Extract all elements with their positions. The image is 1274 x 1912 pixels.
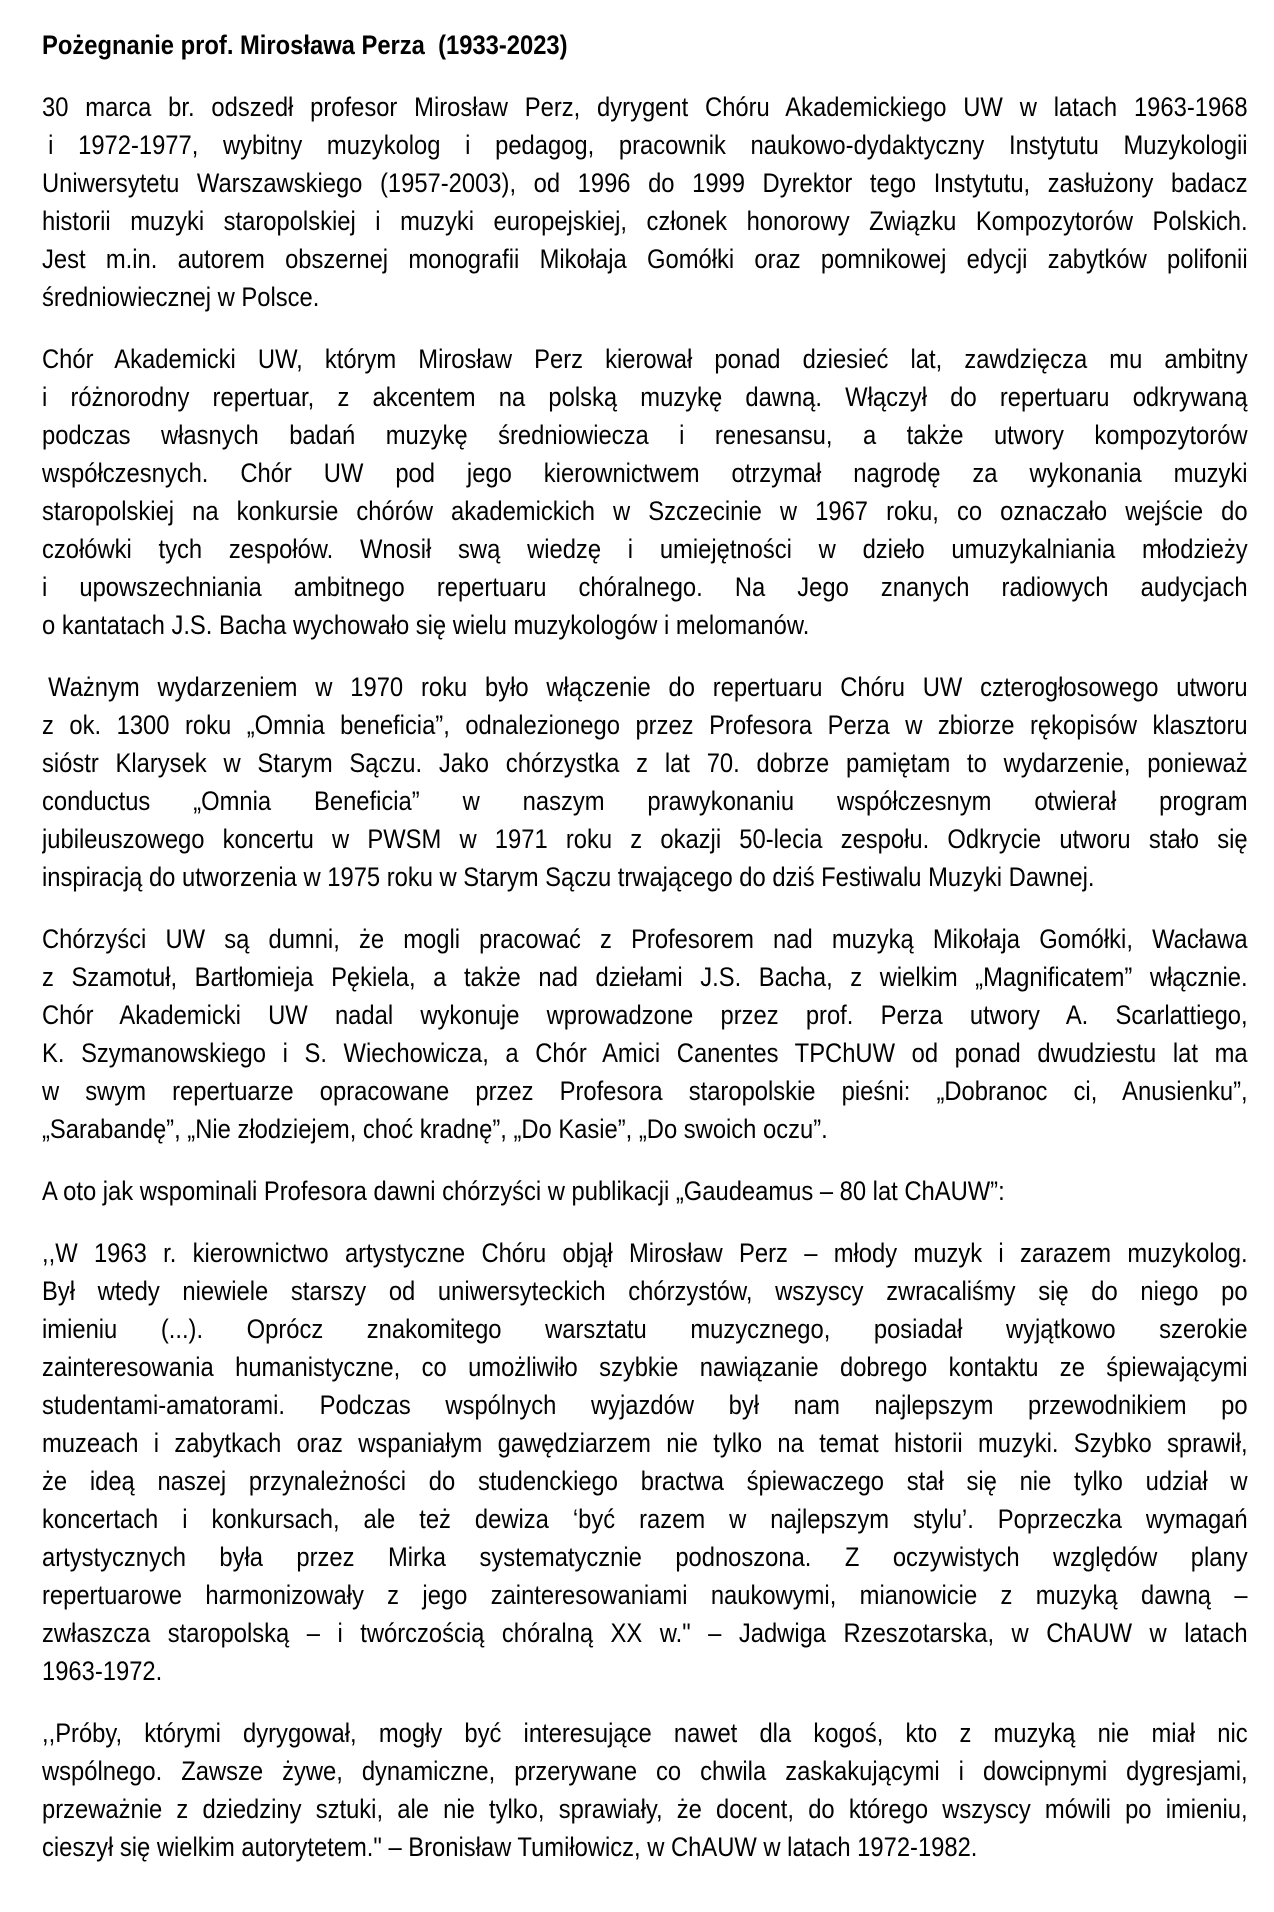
text-line: że ideą naszej przynależności do studenckiego bractwa śpiewaczego stał się nie tylko udział w (42, 1466, 1248, 1496)
text-line: K. Szymanowskiego i S. Wiechowicza, a Chór Amici Canentes TPChUW od ponad dwudziestu lat ma (42, 1038, 1248, 1068)
text-line: podczas własnych badań muzykę średniowiecza i renesansu, a także utwory kompozytorów (42, 420, 1248, 450)
text-line: muzeach i zabytkach oraz wspaniałym gawędziarzem nie tylko na temat historii muzyki. Szybko sprawił, (42, 1428, 1248, 1458)
text-line: czołówki tych zespołów. Wnosił swą wiedzę i umiejętności w dzieło umuzykalniania młodzieży (42, 534, 1248, 564)
text-line: „Sarabandę”, „Nie złodziejem, choć kradnę”, „Do Kasie”, „Do swoich oczu”. (42, 1114, 828, 1144)
text-line: i różnorodny repertuar, z akcentem na polską muzykę dawną. Włączył do repertuaru odkrywaną (42, 382, 1248, 412)
text-line: koncertach i konkursach, ale też dewiza ‘być razem w najlepszym stylu’. Poprzeczka wymagań (42, 1504, 1248, 1534)
text-line: imieniu (...). Oprócz znakomitego warsztatu muzycznego, posiadał wyjątkowo szerokie (42, 1314, 1248, 1344)
text-line: sióstr Klarysek w Starym Sączu. Jako chórzystka z lat 70. dobrze pamiętam to wydarzenie, ponieważ (42, 748, 1248, 778)
quote-1 (42, 1234, 1248, 1690)
text-line: 30 marca br. odszedł profesor Mirosław Perz, dyrygent Chóru Akademickiego UW w latach 1963-1968 (42, 92, 1248, 122)
text-line: Chór Akademicki UW, którym Mirosław Perz kierował ponad dziesieć lat, zawdzięcza mu ambitny (42, 344, 1248, 374)
text-line: historii muzyki staropolskiej i muzyki europejskiej, członek honorowy Związku Kompozytorów Polskich. (42, 206, 1248, 236)
paragraph-4 (42, 920, 1248, 1148)
paragraph-2 (42, 340, 1248, 644)
text-line: o kantatach J.S. Bacha wychowało się wielu muzykologów i melomanów. (42, 610, 810, 640)
text-line: wspólnego. Zawsze żywe, dynamiczne, przerywane co chwila zaskakującymi i dowcipnymi dygresjami, (42, 1756, 1248, 1786)
text-line: ,,W 1963 r. kierownictwo artystyczne Chóru objął Mirosław Perz – młody muzyk i zarazem muzykolog. (42, 1238, 1248, 1268)
paragraph-5 (42, 1172, 1248, 1210)
text-line: staropolskiej na konkursie chórów akademickich w Szczecinie w 1967 roku, co oznaczało wejście do (42, 496, 1248, 526)
text-line: współczesnych. Chór UW pod jego kierownictwem otrzymał nagrodę za wykonania muzyki (42, 458, 1248, 488)
text-line: artystycznych była przez Mirka systematycznie podnoszona. Z oczywistych względów plany (42, 1542, 1248, 1572)
text-line: studentami-amatorami. Podczas wspólnych wyjazdów był nam najlepszym przewodnikiem po (42, 1390, 1248, 1420)
text-line: Jest m.in. autorem obszernej monografii Mikołaja Gomółki oraz pomnikowej edycji zabytków polifonii (42, 244, 1248, 274)
text-line: conductus „Omnia Beneficia” w naszym prawykonaniu współczesnym otwierał program (42, 786, 1248, 816)
text-line: zainteresowania humanistyczne, co umożliwiło szybkie nawiązanie dobrego kontaktu ze śpiewającymi (42, 1352, 1248, 1382)
text-line: i 1972-1977, wybitny muzykolog i pedagog, pracownik naukowo-dydaktyczny Instytutu Muzykologii (48, 130, 1248, 160)
text-line: ,,Próby, którymi dyrygował, mogły być interesujące nawet dla kogoś, kto z muzyką nie miał nic (42, 1718, 1248, 1748)
document-title: Pożegnanie prof. Mirosława Perza (1933-2023) (42, 30, 568, 60)
text-line: Chórzyści UW są dumni, że mogli pracować z Profesorem nad muzyką Mikołaja Gomółki, Wacława (42, 924, 1248, 954)
text-line: i upowszechniania ambitnego repertuaru chóralnego. Na Jego znanych radiowych audycjach (42, 572, 1248, 602)
text-line: cieszył się wielkim autorytetem." – Bronisław Tumiłowicz, w ChAUW w latach 1972-1982. (42, 1832, 978, 1862)
paragraph-1 (42, 88, 1248, 316)
paragraph-3 (42, 668, 1248, 896)
text-line: w swym repertuarze opracowane przez Profesora staropolskie pieśni: „Dobranoc ci, Anusienku”, (42, 1076, 1248, 1106)
text-line: Ważnym wydarzeniem w 1970 roku było włączenie do repertuaru Chóru UW czterogłosowego utworu (48, 672, 1248, 702)
text-line: inspiracją do utworzenia w 1975 roku w Starym Sączu trwającego do dziś Festiwalu Muzyki Dawnej. (42, 862, 1095, 892)
text-line: przeważnie z dziedziny sztuki, ale nie tylko, sprawiały, że docent, do którego wszyscy mówili po imieniu, (42, 1794, 1248, 1824)
text-line: Był wtedy niewiele starszy od uniwersyteckich chórzystów, wszyscy zwracaliśmy się do niego po (42, 1276, 1248, 1306)
text-line: Chór Akademicki UW nadal wykonuje wprowadzone przez prof. Perza utwory A. Scarlattiego, (42, 1000, 1248, 1030)
quote-2 (42, 1714, 1248, 1866)
text-line: zwłaszcza staropolską – i twórczością chóralną XX w." – Jadwiga Rzeszotarska, w ChAUW w latach (42, 1618, 1248, 1648)
text-line: z ok. 1300 roku „Omnia beneficia”, odnalezionego przez Profesora Perza w zbiorze rękopisów klasztoru (42, 710, 1248, 740)
text-line: średniowiecznej w Polsce. (42, 282, 320, 312)
text-line: Uniwersytetu Warszawskiego (1957-2003), od 1996 do 1999 Dyrektor tego Instytutu, zasłużony badacz (42, 168, 1248, 198)
text-line: 1963-1972. (42, 1656, 163, 1686)
text-line: repertuarowe harmonizowały z jego zainteresowaniami naukowymi, mianowicie z muzyką dawną – (42, 1580, 1248, 1610)
text-line: z Szamotuł, Bartłomieja Pękiela, a także nad dziełami J.S. Bacha, z wielkim „Magnificatem” włącznie. (42, 962, 1248, 992)
text-line: A oto jak wspominali Profesora dawni chórzyści w publikacji „Gaudeamus – 80 lat ChAUW”: (42, 1176, 1005, 1206)
text-line: jubileuszowego koncertu w PWSM w 1971 roku z okazji 50-lecia zespołu. Odkrycie utworu stało się (42, 824, 1248, 854)
